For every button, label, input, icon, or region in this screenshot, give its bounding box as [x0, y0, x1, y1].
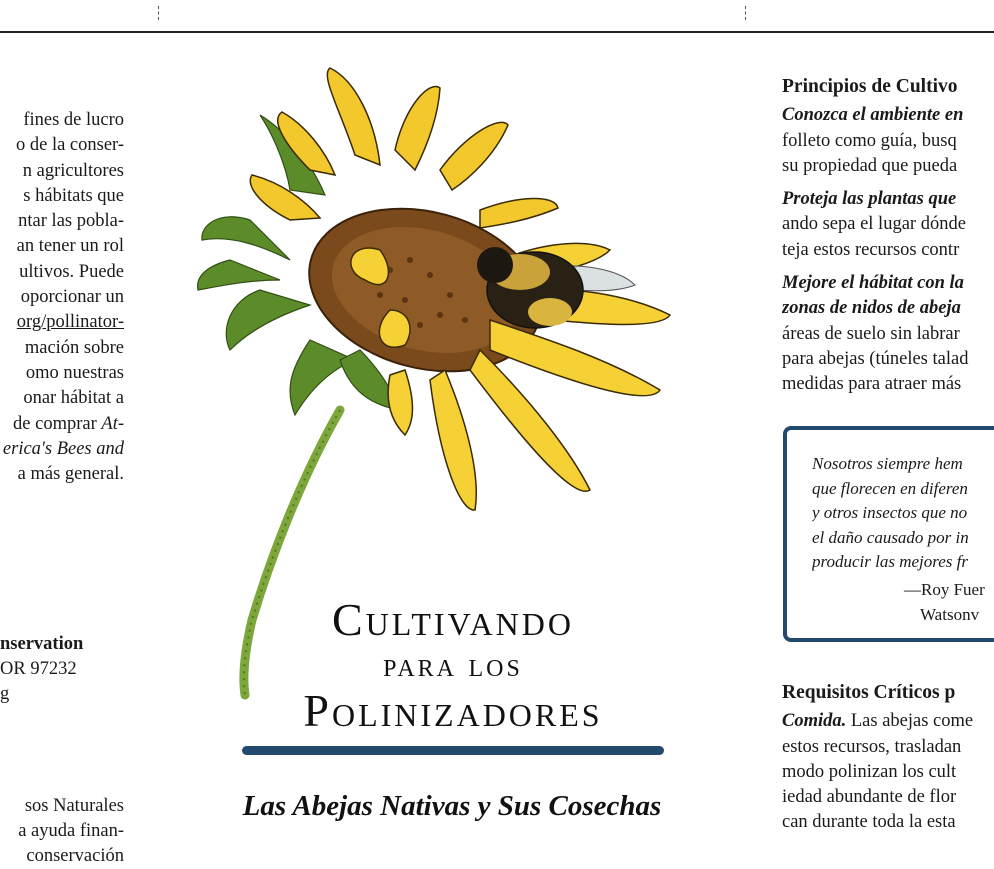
paragraph-lead: Proteja las plantas que — [782, 189, 957, 210]
text-fragment: de comprar — [13, 413, 102, 434]
text-line: conservación — [26, 846, 124, 866]
quote-attribution — [812, 578, 994, 627]
text-line: onar hábitat a — [23, 388, 124, 409]
text-line: para abejas (túneles talad — [782, 348, 969, 369]
quote-line: producir las mejores fr — [812, 552, 968, 571]
fold-mark-left — [158, 6, 160, 20]
text-fragment: Las abejas come — [846, 711, 974, 732]
section-heading: Requisitos Críticos p — [782, 682, 956, 703]
quote-line: el daño causado por in — [812, 527, 969, 547]
book-title-fragment: At- — [101, 413, 124, 434]
address-block — [0, 632, 83, 707]
title-line-2: para los — [383, 647, 523, 684]
attribution-name: —Roy Fuer — [904, 580, 985, 599]
text-line: ultivos. Puede — [19, 261, 124, 282]
pollinator-link[interactable]: org/pollinator- — [16, 312, 124, 333]
title-divider — [242, 746, 664, 755]
text-line: estos recursos, trasladan — [782, 736, 962, 757]
requirements-section — [782, 680, 994, 836]
text-line: can durante toda la esta — [782, 812, 956, 833]
text-line: o de la conser- — [15, 135, 124, 156]
title-line-3: Polinizadores — [303, 685, 603, 736]
quote-text — [812, 452, 994, 575]
book-title-line: erica's Bees and — [2, 438, 124, 459]
paragraph — [782, 187, 994, 263]
paragraph — [782, 271, 994, 397]
text-line: ntar las pobla- — [18, 211, 124, 232]
text-line: fines de lucro — [23, 110, 124, 130]
text-line — [782, 709, 994, 734]
text-line: a más general. — [17, 464, 124, 485]
text-line: su propiedad que pueda — [782, 155, 958, 176]
text-line: modo polinizan los cult — [782, 761, 957, 782]
text-line: teja estos recursos contr — [782, 239, 960, 260]
text-line — [0, 412, 124, 437]
org-name: nservation — [0, 634, 84, 654]
cover-title — [236, 596, 670, 734]
paragraph-lead: Mejore el hábitat con la — [782, 273, 964, 294]
text-line: oporcionar un — [20, 287, 124, 308]
section-heading: Principios de Cultivo — [782, 76, 958, 97]
quote-line: Nosotros siempre hem — [812, 454, 963, 473]
city-line: OR 97232 — [0, 659, 77, 679]
quote-line: y otros insectos que no — [812, 503, 968, 522]
title-line-1: Cultivando — [331, 594, 575, 645]
text-line: folleto como guía, busq — [782, 130, 957, 151]
paragraph-lead: zonas de nidos de abeja — [782, 298, 961, 319]
text-line: iedad abundante de flor — [782, 787, 957, 808]
text-line: n agricultores — [22, 160, 124, 181]
top-rule — [0, 31, 994, 33]
text-line: mación sobre — [24, 337, 124, 358]
text-line: an tener un rol — [16, 236, 124, 257]
quote-line: que florecen en diferen — [812, 478, 968, 498]
text-line: omo nuestras — [25, 362, 124, 383]
paragraph — [782, 103, 994, 179]
text-line: s hábitats que — [23, 185, 124, 206]
text-line: áreas de suelo sin labrar — [782, 323, 960, 344]
text-line: sos Naturales — [24, 796, 124, 816]
paragraph-lead: Conozca el ambiente en — [782, 105, 964, 126]
text-line: a ayuda finan- — [18, 821, 124, 841]
right-column-text — [782, 74, 994, 406]
text-line: medidas para atraer más — [782, 374, 962, 395]
paragraph-lead: Comida. — [782, 711, 847, 732]
left-column-text — [0, 108, 124, 487]
cover-subtitle: Las Abejas Nativas y Sus Cosechas — [242, 790, 662, 822]
web-line: g — [0, 684, 10, 704]
text-line: ando sepa el lugar dónde — [782, 214, 966, 235]
attribution-place: Watsonv — [920, 604, 980, 624]
fold-mark-right — [745, 6, 747, 20]
